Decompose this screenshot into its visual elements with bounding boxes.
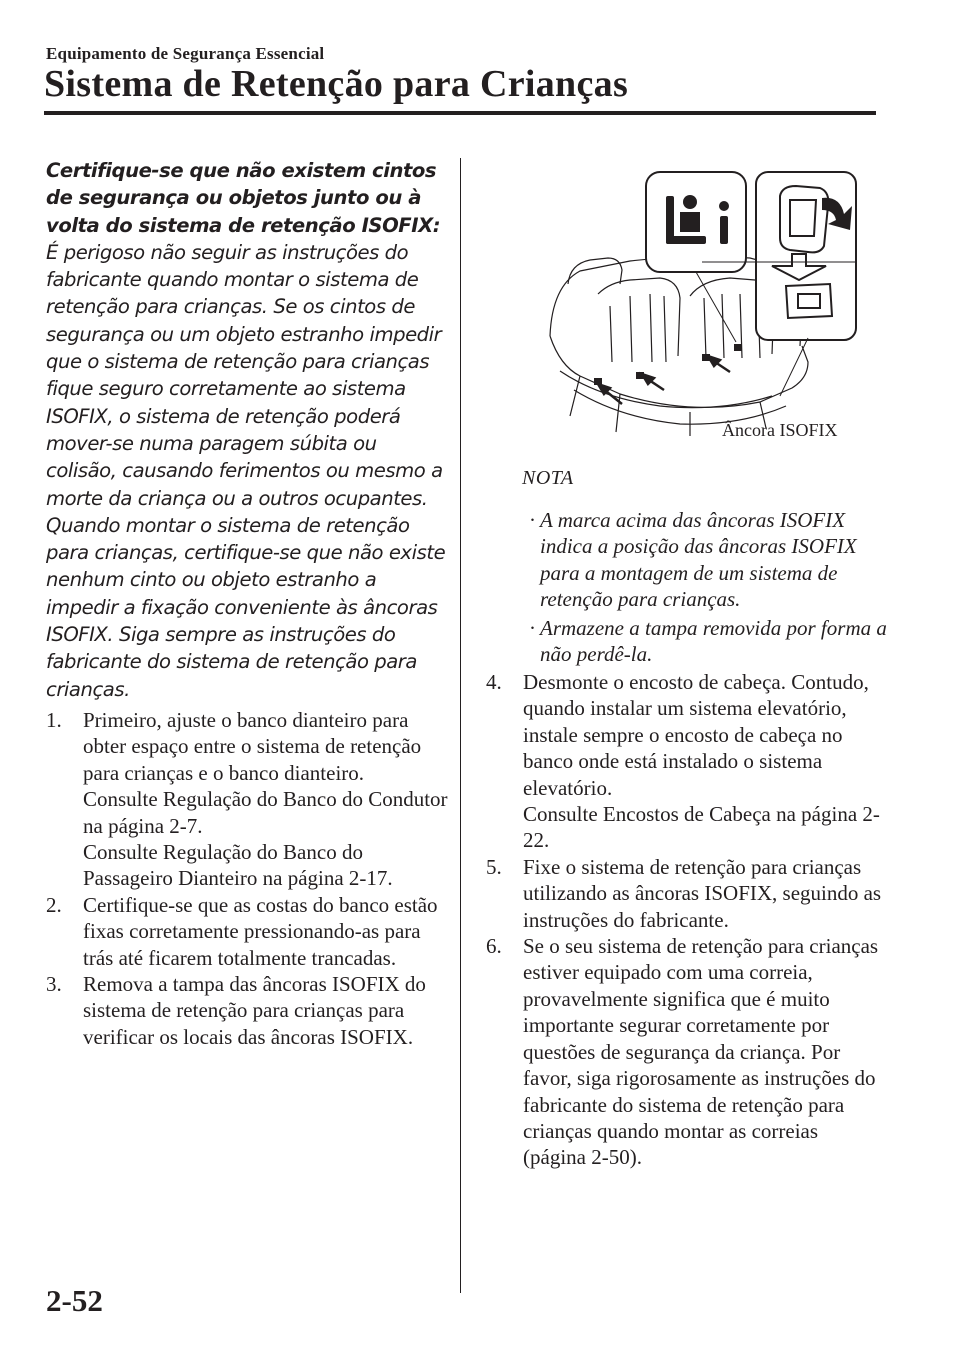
step-number: 4. [486, 670, 502, 694]
bullet-icon: · [529, 615, 536, 640]
step-item [486, 933, 886, 1171]
step-text: Remova a tampa das âncoras ISOFIX do sistema de retenção para crianças para verificar os locais das âncoras ISOFIX. [83, 972, 426, 1049]
column-divider [460, 158, 461, 1293]
figure-caption: Âncora ISOFIX [722, 420, 838, 440]
step-text: Consulte Regulação do Banco do Passageiro Dianteiro na página 2-17. [83, 840, 393, 891]
step-text: Certifique-se que as costas do banco estão fixas corretamente pressionando-as para trás até ficarem totalmente trancadas. [83, 892, 438, 970]
bullet-icon: · [529, 508, 536, 532]
nota-heading: NOTA [522, 467, 574, 489]
step-number: 6. [486, 934, 502, 959]
step-number: 5. [486, 854, 502, 879]
step-number: 2. [46, 892, 62, 917]
steps-left-column [46, 707, 451, 1050]
header-rule [44, 111, 876, 115]
page-number: 2-52 [46, 1283, 103, 1318]
step-text: Consulte Regulação do Banco do Condutor na página 2-7. [83, 787, 448, 838]
step-item [486, 854, 886, 933]
step-text: Desmonte o encosto de cabeça. Contudo, quando instalar um sistema elevatório, instale sempre o encosto de cabeça no banco onde está instalado o sistema elevatório. [523, 670, 869, 800]
nota-list [529, 507, 890, 667]
step-text: Consulte Encostos de Cabeça na página 2-22. [523, 802, 880, 853]
step-text: Se o seu sistema de retenção para crianças estiver equipado com uma correia, provavelmente significa que é muito importante segurar corretamente por questões de segurança da criança. Por favor, siga rigorosamente as instruções do fabricante do sistema de retenção para crianças quando montar as correias (página 2-50). [523, 934, 879, 1170]
section-label: Equipamento de Segurança Essencial [46, 44, 325, 63]
chapter-title: Sistema de Retenção para Crianças [44, 63, 629, 105]
nota-text: Armazene a tampa removida por forma a não perdê-la. [540, 615, 887, 667]
step-item [46, 971, 451, 1050]
isofix-illustration [540, 166, 860, 446]
step-text: Fixe o sistema de retenção para crianças utilizando as âncoras ISOFIX, seguindo as instruções do fabricante. [523, 854, 882, 932]
warning-block [46, 157, 446, 703]
warning-heading: Certifique-se que não existem cintos de segurança ou objetos junto ou à volta do sistema de retenção ISOFIX: [46, 159, 441, 237]
step-number: 1. [46, 708, 62, 732]
step-number: 3. [46, 972, 62, 997]
steps-right-column [486, 669, 886, 1171]
warning-body: É perigoso não seguir as instruções do fabricante quando montar o sistema de retenção para crianças. Se os cintos de segurança ou um objeto estranho impedir que o sistema de retenção para crianças fique seguro corretamente ao sistema ISOFIX, o sistema de retenção poderá mover-se numa paragem súbita ou colisão, causando ferimentos ou mesmo a morte da criança ou a outros ocupantes. Quando montar o sistema de retenção para crianças, certifique-se que não existe nenhum cinto ou objeto estranho a impedir a fixação conveniente às âncoras ISOFIX. Siga sempre as instruções do fabricante do sistema de retenção para crianças. [46, 240, 446, 701]
step-item [46, 892, 451, 971]
step-text: Primeiro, ajuste o banco dianteiro para obter espaço entre o sistema de retenção para crianças e o banco dianteiro. [83, 708, 422, 785]
nota-item [529, 615, 890, 668]
nota-item [529, 507, 890, 613]
step-item [46, 707, 451, 892]
nota-text: A marca acima das âncoras ISOFIX indica a posição das âncoras ISOFIX para a montagem de um sistema de retenção para crianças. [540, 508, 857, 612]
step-item [486, 669, 886, 854]
